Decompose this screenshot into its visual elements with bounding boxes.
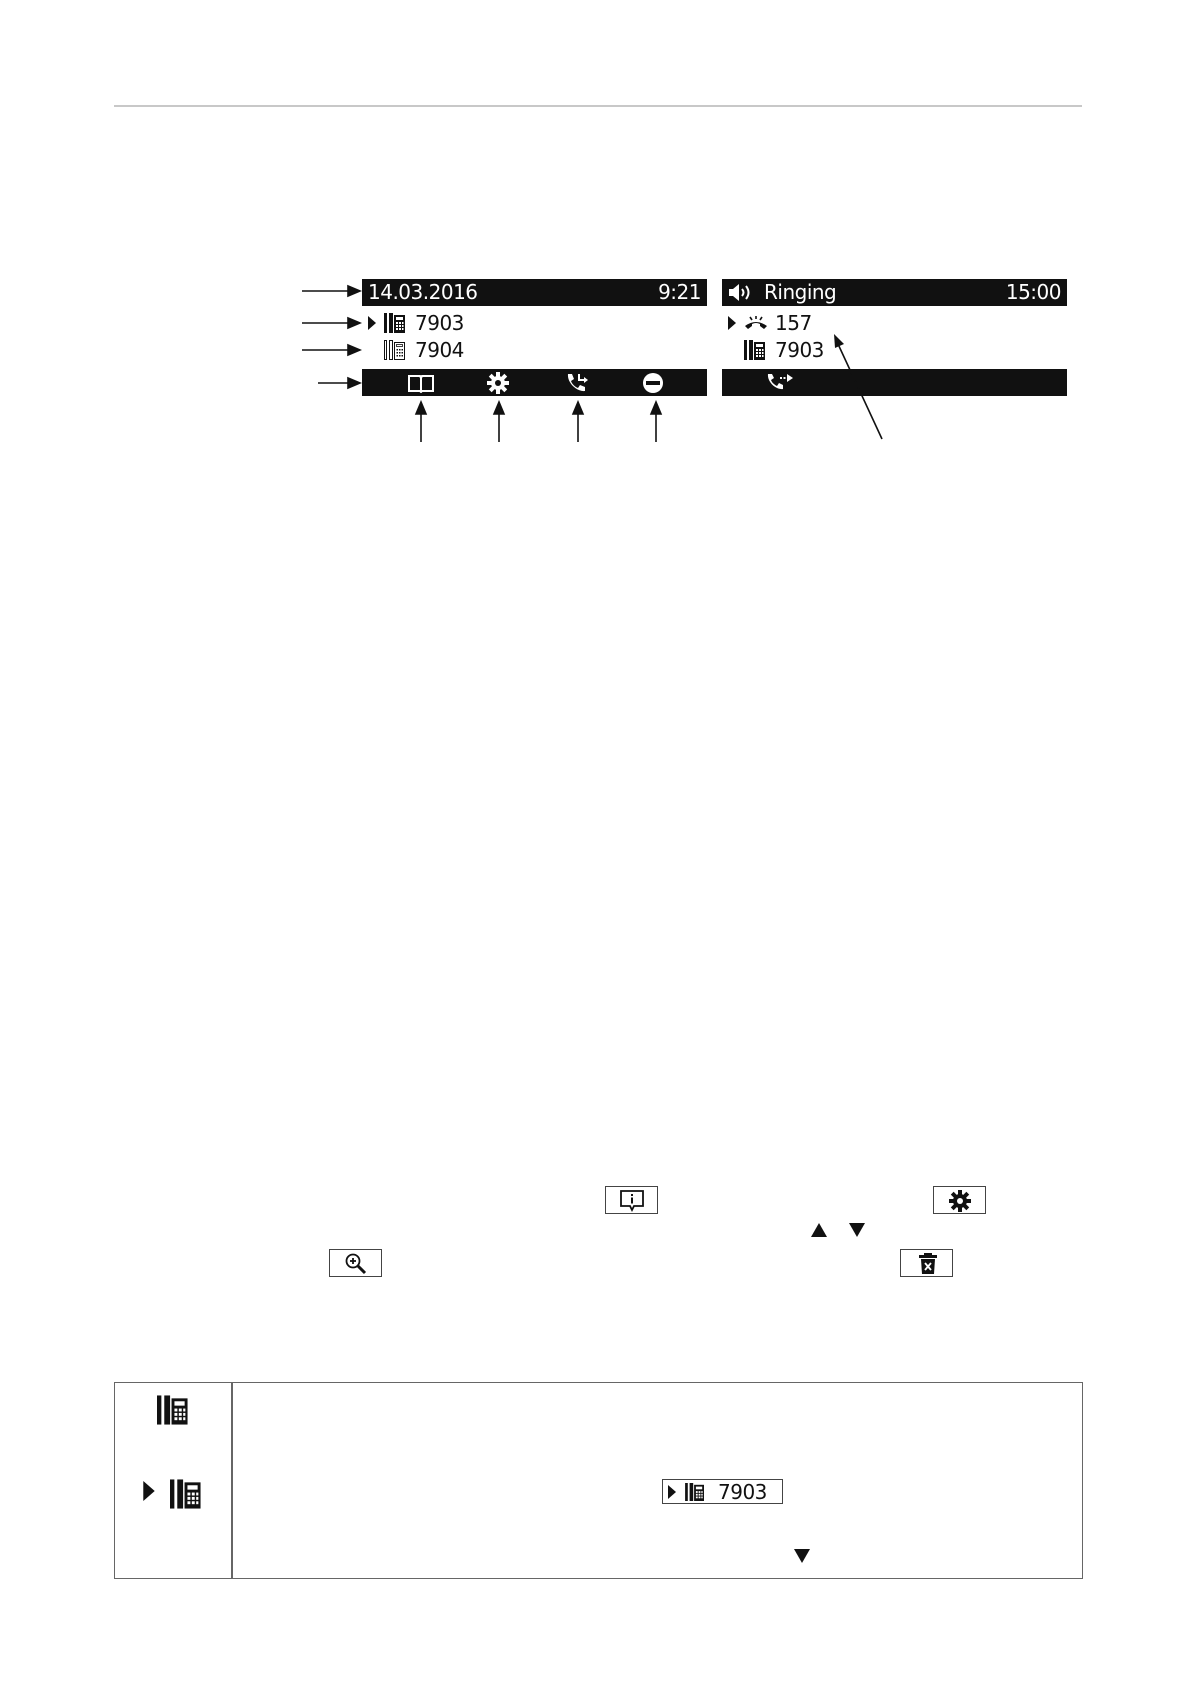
settings-key[interactable] [933, 1186, 986, 1214]
status-bar [362, 279, 707, 306]
selected-arrow-icon [728, 316, 736, 330]
status-bar-ringing [722, 279, 1067, 306]
date-label: 14.03.2016 [368, 280, 478, 304]
desk-phone-icon [157, 1395, 189, 1425]
callout-arrows-left [300, 282, 362, 402]
delete-icon [918, 1252, 938, 1275]
arrow-down-icon [793, 1548, 811, 1564]
callout-arrows-softkeys [410, 400, 670, 442]
do-not-disturb-icon[interactable] [642, 372, 664, 394]
header-rule [114, 105, 1082, 107]
desk-phone-icon [685, 1483, 705, 1501]
ringing-handset-icon [744, 316, 768, 330]
speaker-icon [728, 283, 754, 302]
example-line-number: 7903 [718, 1480, 767, 1504]
call-forward-icon[interactable] [565, 372, 589, 394]
callout-arrow-caller [830, 330, 890, 442]
selected-arrow-icon [368, 316, 376, 330]
info-icon [620, 1190, 644, 1212]
selected-arrow-icon [143, 1481, 155, 1501]
zoom-in-icon [345, 1253, 367, 1275]
line-example-box [662, 1479, 783, 1504]
line-2-number: 7904 [415, 338, 464, 362]
time-label-ringing: 15:00 [1005, 280, 1061, 304]
caller-number: 157 [775, 311, 812, 335]
line-1-number: 7903 [415, 311, 464, 335]
gear-icon [949, 1190, 971, 1212]
table-divider [231, 1383, 233, 1578]
selected-arrow-icon [668, 1485, 676, 1499]
phonebook-icon[interactable] [407, 373, 435, 393]
time-label: 9:21 [658, 280, 701, 304]
active-line-number: 7903 [775, 338, 824, 362]
desk-phone-icon [744, 340, 766, 360]
forward-call-icon[interactable] [766, 372, 794, 392]
zoom-key[interactable] [329, 1249, 382, 1277]
desk-phone-icon [170, 1479, 202, 1509]
icon-table [114, 1382, 1083, 1579]
gear-icon[interactable] [487, 372, 509, 394]
info-key[interactable] [605, 1186, 658, 1214]
arrow-up-icon[interactable] [810, 1222, 828, 1238]
arrow-down-icon[interactable] [848, 1222, 866, 1238]
desk-phone-icon [384, 313, 406, 333]
ringing-status: Ringing [764, 280, 837, 304]
desk-phone-outline-icon [384, 340, 406, 360]
delete-key[interactable] [900, 1249, 953, 1277]
